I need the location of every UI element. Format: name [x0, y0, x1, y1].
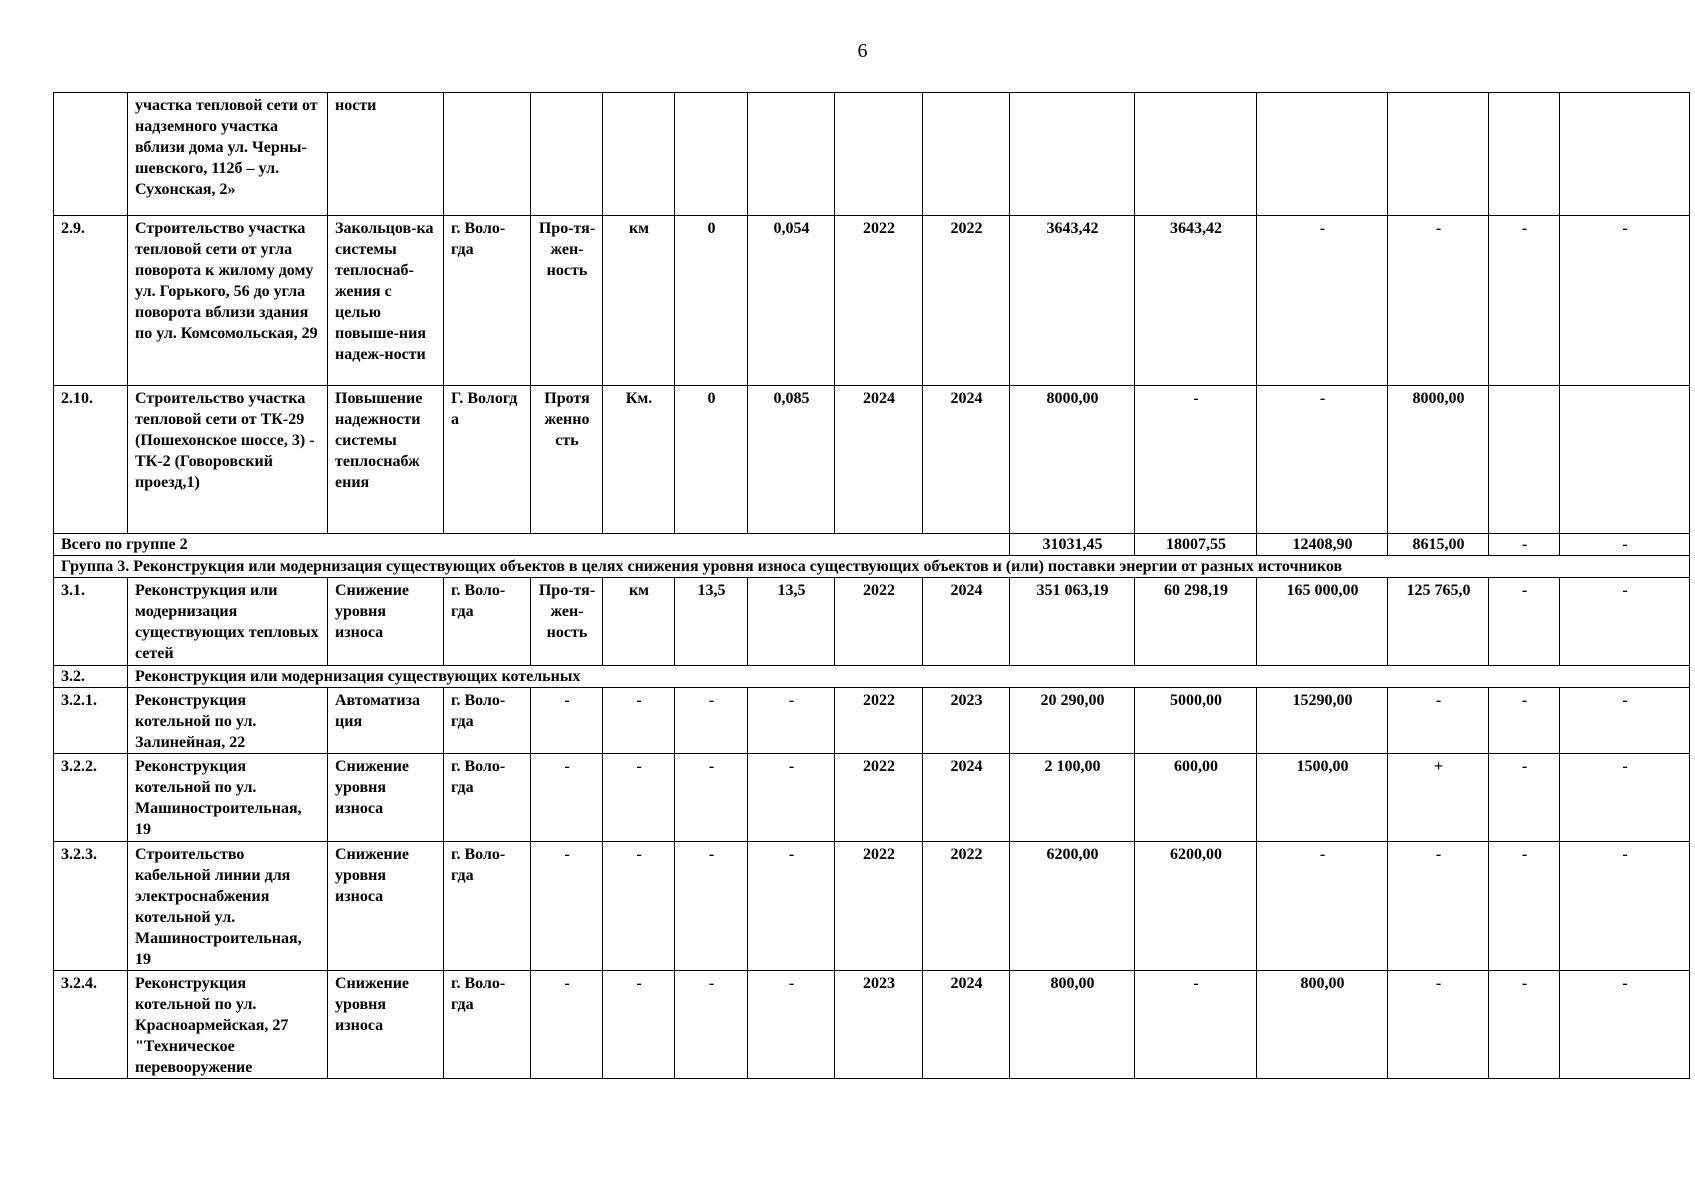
cell-f2022: 3643,42: [1135, 216, 1257, 386]
cell-f2024: 8615,00: [1388, 534, 1489, 556]
cell-label: Группа 3. Реконструкция или модернизация существующих объектов в целях снижения уровня износа существующих объектов и (или) поставки энергии от разных источников: [54, 556, 1690, 578]
cell-y_end: 2024: [923, 386, 1010, 534]
cell-goal: Закольцов-ка системы теплоснаб-жения с целью повыше-ния надеж-ности: [328, 216, 444, 386]
cell-v_from: [675, 93, 748, 216]
cell-goal: Снижение уровня износа: [328, 754, 444, 842]
cell-f2023: 800,00: [1257, 971, 1388, 1079]
subgroup-header-row: [54, 666, 1690, 688]
cell-f2026: -: [1560, 842, 1690, 971]
cell-f2023: 165 000,00: [1257, 578, 1388, 666]
cell-y_start: 2022: [835, 216, 923, 386]
table-row: [54, 386, 1690, 534]
cell-f2026: [1560, 93, 1690, 216]
cell-v_from: -: [675, 842, 748, 971]
cell-f2022: 60 298,19: [1135, 578, 1257, 666]
cell-unit: [603, 93, 675, 216]
cell-name: Реконструкция или модернизация существующих тепловых сетей: [128, 578, 328, 666]
cell-v_to: -: [748, 688, 835, 754]
cell-f2022: 18007,55: [1135, 534, 1257, 556]
cell-f2022: 6200,00: [1135, 842, 1257, 971]
cell-place: [444, 93, 531, 216]
cell-v_to: 13,5: [748, 578, 835, 666]
cell-v_to: -: [748, 754, 835, 842]
cell-no: 3.1.: [54, 578, 128, 666]
cell-f2025: -: [1489, 754, 1560, 842]
investment-program-table: [53, 92, 1690, 1079]
cell-y_start: [835, 93, 923, 216]
cell-v_to: -: [748, 842, 835, 971]
cell-f2023: [1257, 93, 1388, 216]
cell-unit: Км.: [603, 386, 675, 534]
table-row: [54, 971, 1690, 1079]
cell-no: 3.2.4.: [54, 971, 128, 1079]
cell-f2024: -: [1388, 842, 1489, 971]
cell-y_start: 2024: [835, 386, 923, 534]
cell-total: 8000,00: [1010, 386, 1135, 534]
cell-unit: км: [603, 578, 675, 666]
cell-no: 3.2.2.: [54, 754, 128, 842]
page-number: 6: [857, 40, 868, 62]
cell-place: г. Воло-гда: [444, 578, 531, 666]
cell-name: Реконструкция котельной по ул. Красноармейская, 27 "Техническое перевооружение: [128, 971, 328, 1079]
group-total-row: [54, 534, 1690, 556]
cell-name: Реконструкция котельной по ул. Залинейная, 22: [128, 688, 328, 754]
cell-f2026: -: [1560, 578, 1690, 666]
cell-v_from: -: [675, 754, 748, 842]
cell-goal: Автоматиза ция: [328, 688, 444, 754]
cell-f2024: +: [1388, 754, 1489, 842]
cell-f2026: -: [1560, 971, 1690, 1079]
cell-f2024: -: [1388, 216, 1489, 386]
cell-f2022: -: [1135, 386, 1257, 534]
cell-total: [1010, 93, 1135, 216]
cell-place: г. Воло-гда: [444, 971, 531, 1079]
cell-f2025: -: [1489, 688, 1560, 754]
cell-indicator: -: [531, 688, 603, 754]
cell-goal: Снижение уровня износа: [328, 578, 444, 666]
cell-name: участка тепловой сети от надземного участка вблизи дома ул. Черны-шевского, 112б – ул. Сухонская, 2»: [128, 93, 328, 216]
cell-v_from: -: [675, 971, 748, 1079]
cell-f2024: 125 765,0: [1388, 578, 1489, 666]
cell-f2022: 600,00: [1135, 754, 1257, 842]
cell-v_to: -: [748, 971, 835, 1079]
cell-place: г. Воло-гда: [444, 688, 531, 754]
cell-goal: Снижение уровня износа: [328, 971, 444, 1079]
cell-indicator: Про-тя-жен-ность: [531, 216, 603, 386]
cell-f2024: [1388, 93, 1489, 216]
cell-f2023: -: [1257, 216, 1388, 386]
cell-f2026: -: [1560, 216, 1690, 386]
table-row: [54, 578, 1690, 666]
cell-f2025: -: [1489, 971, 1560, 1079]
cell-y_end: 2024: [923, 578, 1010, 666]
cell-total: 351 063,19: [1010, 578, 1135, 666]
cell-y_end: 2022: [923, 842, 1010, 971]
cell-f2025: -: [1489, 534, 1560, 556]
table-row: [54, 754, 1690, 842]
cell-y_start: 2022: [835, 578, 923, 666]
cell-total: 20 290,00: [1010, 688, 1135, 754]
cell-y_end: 2024: [923, 754, 1010, 842]
cell-unit: -: [603, 971, 675, 1079]
cell-f2025: [1489, 386, 1560, 534]
cell-f2026: -: [1560, 688, 1690, 754]
cell-total: 31031,45: [1010, 534, 1135, 556]
cell-label: Реконструкция или модернизация существующих котельных: [128, 666, 1690, 688]
cell-y_end: 2024: [923, 971, 1010, 1079]
cell-y_start: 2022: [835, 754, 923, 842]
cell-place: г. Воло-гда: [444, 842, 531, 971]
cell-f2023: 15290,00: [1257, 688, 1388, 754]
group-header-row: [54, 556, 1690, 578]
cell-place: г. Воло-гда: [444, 754, 531, 842]
cell-f2023: 1500,00: [1257, 754, 1388, 842]
cell-f2026: -: [1560, 754, 1690, 842]
cell-f2025: -: [1489, 842, 1560, 971]
table-row: [54, 688, 1690, 754]
cell-total: 2 100,00: [1010, 754, 1135, 842]
cell-place: г. Воло-гда: [444, 216, 531, 386]
cell-indicator: [531, 93, 603, 216]
cell-y_start: 2023: [835, 971, 923, 1079]
cell-no: 3.2.1.: [54, 688, 128, 754]
cell-indicator: -: [531, 754, 603, 842]
cell-no: 3.2.: [54, 666, 128, 688]
cell-f2026: -: [1560, 534, 1690, 556]
cell-f2023: 12408,90: [1257, 534, 1388, 556]
cell-y_end: [923, 93, 1010, 216]
cell-indicator: Про-тя-жен-ность: [531, 578, 603, 666]
cell-total: 3643,42: [1010, 216, 1135, 386]
cell-unit: -: [603, 754, 675, 842]
cell-f2022: [1135, 93, 1257, 216]
cell-no: [54, 93, 128, 216]
cell-v_from: 0: [675, 216, 748, 386]
cell-v_from: 0: [675, 386, 748, 534]
cell-f2022: 5000,00: [1135, 688, 1257, 754]
cell-unit: -: [603, 688, 675, 754]
cell-label: Всего по группе 2: [54, 534, 1010, 556]
cell-indicator: -: [531, 842, 603, 971]
cell-name: Строительство участка тепловой сети от ТК-29 (Пошехонское шоссе, 3) - ТК-2 (Говоровский проезд,1): [128, 386, 328, 534]
cell-y_end: 2022: [923, 216, 1010, 386]
table-row: [54, 842, 1690, 971]
cell-f2025: [1489, 93, 1560, 216]
cell-f2022: -: [1135, 971, 1257, 1079]
cell-v_to: 0,085: [748, 386, 835, 534]
cell-indicator: -: [531, 971, 603, 1079]
cell-total: 800,00: [1010, 971, 1135, 1079]
cell-unit: км: [603, 216, 675, 386]
cell-goal: ности: [328, 93, 444, 216]
cell-f2024: 8000,00: [1388, 386, 1489, 534]
cell-unit: -: [603, 842, 675, 971]
cell-v_to: [748, 93, 835, 216]
cell-name: Строительство участка тепловой сети от угла поворота к жилому дому ул. Горького, 56 до угла поворота вблизи здания по ул. Комсомольская, 29: [128, 216, 328, 386]
cell-v_from: 13,5: [675, 578, 748, 666]
cell-place: Г. Вологд а: [444, 386, 531, 534]
table-row: [54, 216, 1690, 386]
cell-goal: Снижение уровня износа: [328, 842, 444, 971]
cell-total: 6200,00: [1010, 842, 1135, 971]
cell-indicator: Протя женно сть: [531, 386, 603, 534]
cell-f2024: -: [1388, 971, 1489, 1079]
cell-name: Строительство кабельной линии для электроснабжения котельной ул. Машиностроительная, 19: [128, 842, 328, 971]
cell-v_to: 0,054: [748, 216, 835, 386]
cell-no: 2.10.: [54, 386, 128, 534]
cell-f2025: -: [1489, 578, 1560, 666]
cell-no: 2.9.: [54, 216, 128, 386]
table-row: [54, 93, 1690, 216]
cell-f2023: -: [1257, 386, 1388, 534]
cell-f2025: -: [1489, 216, 1560, 386]
cell-f2023: -: [1257, 842, 1388, 971]
cell-y_start: 2022: [835, 688, 923, 754]
cell-y_end: 2023: [923, 688, 1010, 754]
cell-no: 3.2.3.: [54, 842, 128, 971]
cell-name: Реконструкция котельной по ул. Машиностроительная, 19: [128, 754, 328, 842]
cell-y_start: 2022: [835, 842, 923, 971]
cell-goal: Повышение надежности системы теплоснабж ения: [328, 386, 444, 534]
cell-f2024: -: [1388, 688, 1489, 754]
cell-f2026: [1560, 386, 1690, 534]
cell-v_from: -: [675, 688, 748, 754]
